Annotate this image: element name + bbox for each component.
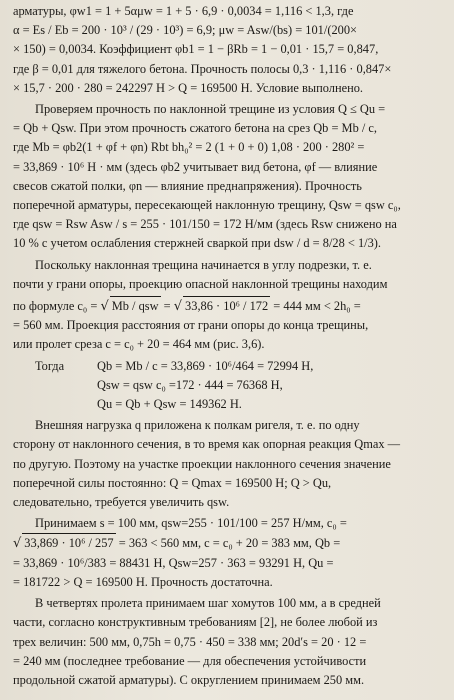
text-line: где Mb = φb2(1 + φf + φn) Rbt bh₀² = 2 (1 + 0 + 0) 1,08 · 200 · 280² = — [13, 140, 365, 155]
text-line: 10 % с учетом ослабления стержней сваркой при dsw / d = 8/28 < 1/3). — [13, 236, 382, 251]
body-text — [13, 2, 444, 690]
text-line: или пролет среза c = c₀ + 20 = 464 мм (рис. 3,6). — [13, 337, 265, 352]
text-line: Проверяем прочность по наклонной трещине из условия Q ≤ Qu = — [35, 102, 386, 117]
formula-row — [13, 376, 444, 395]
text-line: = 181722 > Q = 169500 H. Прочность достаточна. — [13, 574, 273, 589]
formula-qsw: Qsw = qsw c₀ =172 · 444 = 76368 H, — [97, 377, 283, 392]
paragraph-6 — [13, 514, 444, 592]
formula-mid: = — [160, 299, 174, 314]
text-line: части, согласно конструктивным требованиям [2], не более любой из — [13, 615, 378, 630]
formula-row — [13, 395, 444, 414]
sqrt-formula-line — [13, 533, 444, 553]
text-line: поперечной силы постоянно: Q = Qmax = 169500 H; Q > Qu, — [13, 475, 332, 490]
text-line: = 33,869 · 10⁶/383 = 88431 H, Qsw=257 · 363 = 93291 H, Qu = — [13, 555, 334, 570]
paragraph-1 — [13, 2, 444, 98]
text-line: × 15,7 · 200 · 280 = 242297 H > Q = 169500 H. Условие выполнено. — [13, 80, 364, 95]
text-line: трех величин: 500 мм, 0,75h = 0,75 · 450 = 338 мм; 20d′s = 20 · 12 = — [13, 634, 367, 649]
sqrt-sign-icon: √ — [173, 299, 183, 315]
text-line: = 560 мм. Проекция расстояния от грани опоры до конца трещины, — [13, 318, 369, 333]
formula-suffix: = 363 < 560 мм, c = c₀ + 20 = 383 мм, Qb = — [115, 536, 341, 551]
formula-suffix: = 444 мм < 2h₀ = — [270, 299, 361, 314]
text-line: Внешняя нагрузка q приложена к полкам ригеля, т. е. по одну — [35, 418, 360, 433]
formula-c0 — [13, 296, 444, 355]
text-line: где qsw = Rsw Asw / s = 255 · 101/150 = 172 H/мм (здесь Rsw снижено на — [13, 217, 397, 232]
sqrt-sign-icon: √ — [100, 299, 109, 315]
text-line: Поскольку наклонная трещина начинается в углу подрезки, т. е. — [35, 257, 372, 272]
formula-qu: Qu = Qb + Qsw = 149362 H. — [97, 397, 242, 412]
then-block — [13, 357, 444, 415]
text-line: = Qb + Qsw. При этом прочность сжатого бетона на срез Qb = Mb / c, — [13, 121, 377, 136]
sqrt-radicand: Mb / qsw — [110, 296, 161, 316]
text-line: = 240 мм (последнее требование — для обеспечения устойчивости — [13, 653, 367, 668]
formula-row — [13, 357, 444, 376]
paragraph-7 — [13, 594, 444, 690]
sqrt-formula-line — [13, 296, 444, 316]
sqrt-radicand: 33,86 · 10⁶ / 172 — [183, 296, 270, 316]
text-line: продольной сжатой арматуры). С округлением принимаем 250 мм. — [13, 672, 365, 687]
text-line: α = Es / Eb = 200 · 10³ / (29 · 10³) = 6,9; μw = Asw/(bs) = 101/(200× — [13, 23, 358, 38]
text-line: поперечной арматуры, пересекающей наклонную трещину, Qsw = qsw c₀, — [13, 198, 401, 213]
text-line: следовательно, требуется увеличить qsw. — [13, 495, 230, 510]
text-line: сторону от наклонного сечения, в то время как опорная реакция Qmax — — [13, 437, 401, 452]
paragraph-2 — [13, 100, 444, 254]
text-line: = 33,869 · 10⁶ H · мм (здесь φb2 учитывает вид бетона, φf — влияние — [13, 159, 378, 174]
text-line: арматуры, φw1 = 1 + 5αμw = 1 + 5 · 6,9 · 0,0034 = 1,116 < 1,3, где — [13, 4, 354, 18]
text-line: × 150) = 0,0034. Коэффициент φb1 = 1 − βRb = 1 − 0,01 · 15,7 = 0,847, — [13, 42, 379, 57]
paragraph-3 — [13, 256, 444, 294]
sqrt-sign-icon: √ — [13, 536, 22, 552]
paragraph-5 — [13, 416, 444, 512]
text-line: свесов сжатой полки, φn — влияние преднапряжения). Прочность — [13, 178, 362, 193]
sqrt-radicand: 33,869 · 10⁶ / 257 — [22, 533, 115, 553]
text-line: В четвертях пролета принимаем шаг хомутов 100 мм, а в средней — [35, 596, 381, 611]
formula-qb: Qb = Mb / c = 33,869 · 10⁶/464 = 72994 H, — [97, 358, 314, 373]
text-line: почти у грани опоры, проекцию опасной наклонной трещины находим — [13, 276, 388, 291]
text-line: по другую. Поэтому на участке проекции наклонного сечения значение — [13, 456, 391, 471]
then-label: Тогда — [35, 358, 65, 373]
text-line: где β = 0,01 для тяжелого бетона. Прочность полосы 0,3 · 1,116 · 0,847× — [13, 61, 392, 76]
text-line: Принимаем s = 100 мм, qsw=255 · 101/100 = 257 H/мм, c₀ = — [35, 516, 347, 531]
formula-prefix: по формуле c₀ = — [13, 299, 101, 314]
